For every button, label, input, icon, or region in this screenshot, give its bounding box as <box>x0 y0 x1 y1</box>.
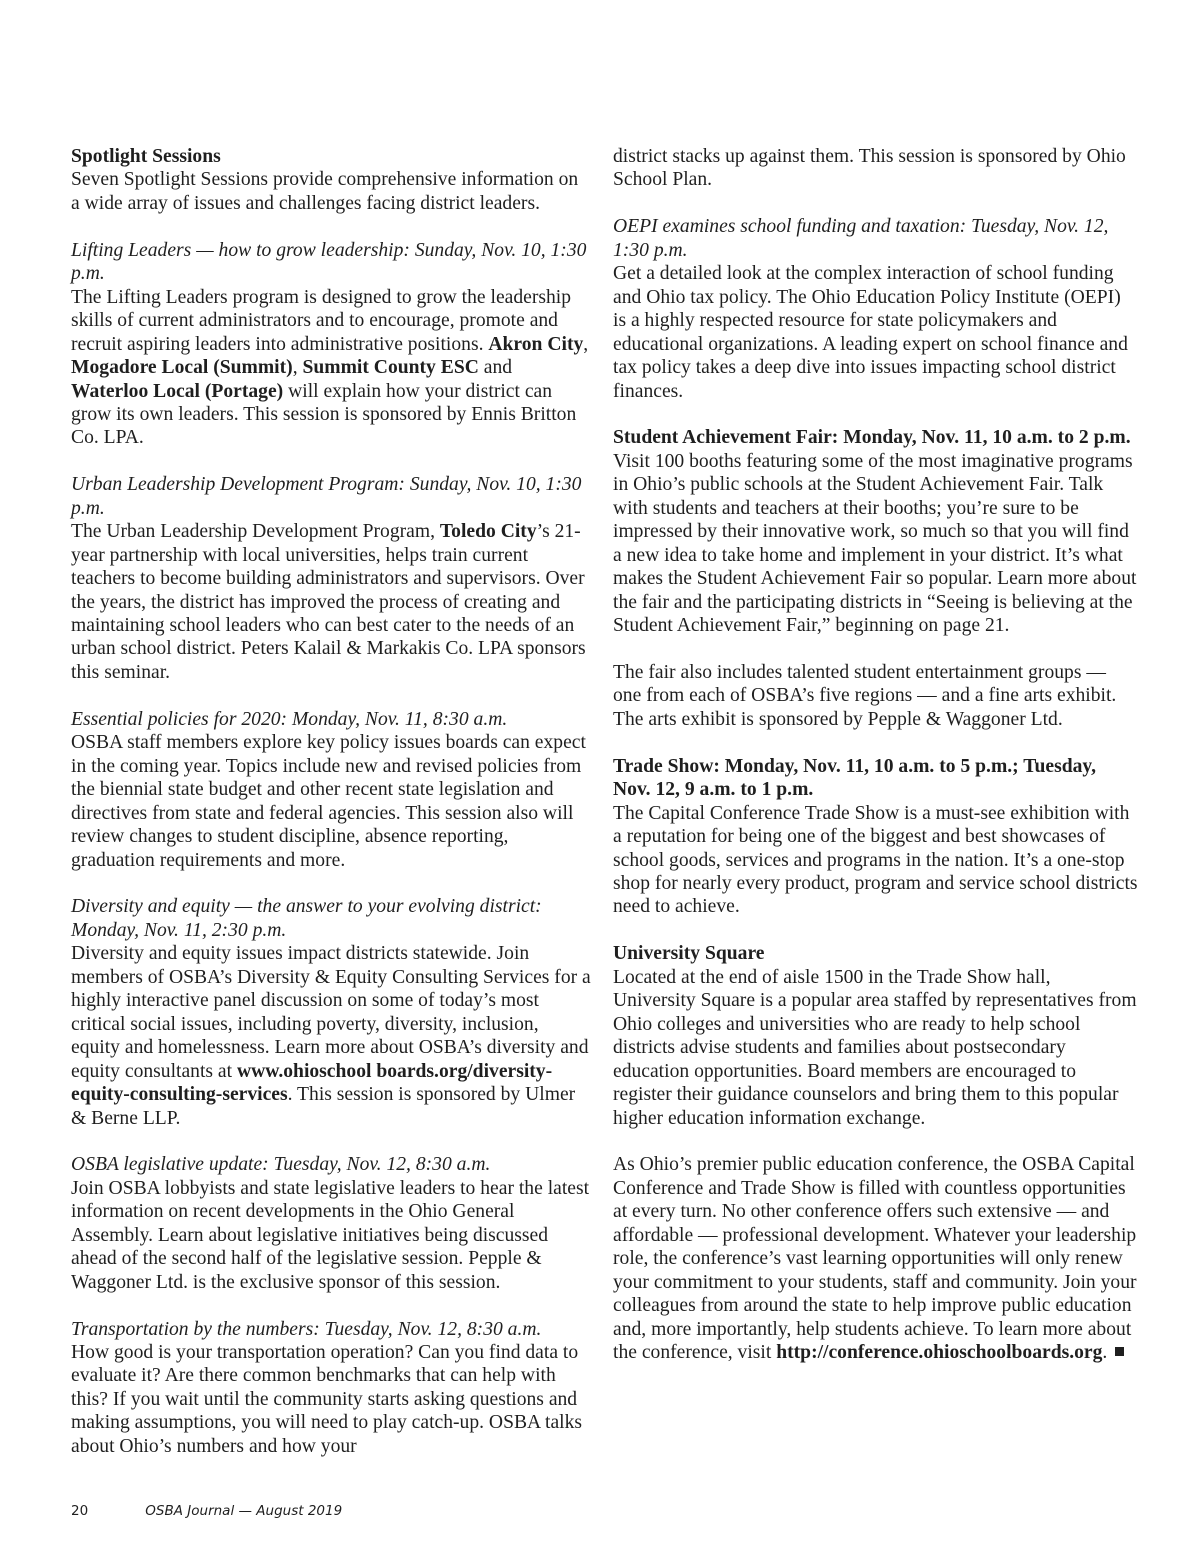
section-body: The fair also includes talented student entertainment groups — one from each of OSBA’s five regions — and a fine arts exhibit. The arts exhibit is sponsored by Pepple & Waggoner Ltd. <box>613 661 1117 730</box>
diversity-link[interactable]: www.ohioschool boards.org/diversity-equity-consulting-services <box>71 1060 553 1106</box>
session-body: The Lifting Leaders program is designed to grow the leadership skills of current administrators and to encourage, promote and recruit aspiring leaders into administrative positions. Akron City, Mogadore Local (Summit), Summit County ESC and Waterloo Local (Portage) will explain how your district can grow its own leaders. This session is sponsored by Ennis Britton Co. LPA. <box>71 286 589 449</box>
session-body: Diversity and equity issues impact districts statewide. Join members of OSBA’s Diversity & Equity Consulting Services for a highly interactive panel discussion on some of today’s most critical social issues, including poverty, diversity, inclusion, equity and homelessness. Learn more about OSBA’s diversity and equity consultants at www.ohioschool boards.org/diversity-equity-consulting-services. This session is sponsored by Ulmer & Berne LLP. <box>71 943 591 1129</box>
page-footer <box>71 1503 342 1519</box>
end-of-article-square-icon <box>1115 1347 1124 1356</box>
student-achievement-fair-extra <box>613 661 1138 731</box>
session-oepi <box>613 215 1138 403</box>
session-title: Transportation by the numbers: Tuesday, Nov. 12, 8:30 a.m. <box>71 1318 542 1340</box>
session-title: Urban Leadership Development Program: Sunday, Nov. 10, 1:30 p.m. <box>71 474 582 519</box>
left-column <box>71 145 591 1482</box>
session-transportation-continued <box>613 145 1138 192</box>
section-heading: University Square <box>613 943 765 965</box>
section-intro: Seven Spotlight Sessions provide comprehensive information on a wide array of issues and challenges facing district leaders. <box>71 169 579 214</box>
section-body: Visit 100 booths featuring some of the most imaginative programs in Ohio’s public schools at the Student Achievement Fair. Talk with students and teachers at their booths; you’re sure to be impressed by their innovative work, so much so that you will find a new idea to take home and implement in your district. It’s what makes the Student Achievement Fair so popular. Learn more about the fair and the participating districts in “Seeing is believing at the Student Achievement Fair,” beginning on page 21. <box>613 450 1137 637</box>
university-square <box>613 942 1138 1130</box>
section-body: The Capital Conference Trade Show is a must-see exhibition with a reputation for being one of the biggest and best showcases of school goods, services and programs in the nation. It’s a one-stop shop for nearly every product, program and service school districts need to achieve. <box>613 802 1138 918</box>
section-body: Located at the end of aisle 1500 in the Trade Show hall, University Square is a popular area staffed by representatives from Ohio colleges and universities who are ready to help school districts advise students and families about postsecondary education opportunities. Board members are encouraged to register their guidance counselors and bring them to this popular higher education information exchange. <box>613 966 1137 1129</box>
session-body: Join OSBA lobbyists and state legislative leaders to hear the latest information on recent developments in the Ohio General Assembly. Learn about legislative initiatives being discussed ahead of the second half of the legislative session. Pepple & Waggoner Ltd. is the exclusive sponsor of this session. <box>71 1177 590 1293</box>
session-title: Essential policies for 2020: Monday, Nov. 11, 8:30 a.m. <box>71 708 508 730</box>
session-body: Get a detailed look at the complex interaction of school funding and Ohio tax policy. The Ohio Education Policy Institute (OEPI) is a highly respected resource for state policymakers and educational organizations. A leading expert on school finance and tax policy takes a deep dive into issues impacting school district finances. <box>613 263 1128 402</box>
session-lifting-leaders <box>71 239 591 450</box>
page-number: 20 <box>71 1503 89 1519</box>
session-title: OEPI examines school funding and taxation: Tuesday, Nov. 12, 1:30 p.m. <box>613 216 1109 261</box>
session-body: OSBA staff members explore key policy issues boards can expect in the coming year. Topics include new and revised policies from the biennial state budget and other recent state legislation and directives from state and federal agencies. This session also will review changes to student discipline, absence reporting, graduation requirements and more. <box>71 732 586 871</box>
session-essential-policies <box>71 708 591 872</box>
closing-paragraph <box>613 1153 1138 1364</box>
session-body: How good is your transportation operation? Can you find data to evaluate it? Are there common benchmarks that can help with this? If you wait until the community starts asking questions and making assumptions, you will need to play catch-up. OSBA talks about Ohio’s numbers and how your <box>71 1342 583 1457</box>
publication-name: OSBA Journal — August 2019 <box>145 1503 343 1519</box>
session-body: The Urban Leadership Development Program, Toledo City’s 21-year partnership with local universities, helps train current teachers to become building administrators and supervisors. Over the years, the district has improved the process of creating and maintaining school leaders who can best cater to the needs of an urban school district. Peters Kalail & Markakis Co. LPA sponsors this seminar. <box>71 521 586 683</box>
session-title: Lifting Leaders — how to grow leadership: Sunday, Nov. 10, 1:30 p.m. <box>71 239 587 285</box>
conference-link[interactable]: http://conference.ohioschoolboards.org <box>776 1342 1103 1364</box>
section-heading: Student Achievement Fair: Monday, Nov. 11, 10 a.m. to 2 p.m. <box>613 427 1131 449</box>
section-heading: Spotlight Sessions <box>71 146 221 167</box>
session-body: district stacks up against them. This session is sponsored by Ohio School Plan. <box>613 146 1126 191</box>
session-title: OSBA legislative update: Tuesday, Nov. 12, 8:30 a.m. <box>71 1154 491 1176</box>
session-diversity-equity <box>71 895 591 1130</box>
session-title: Diversity and equity — the answer to your evolving district: Monday, Nov. 11, 2:30 p.m. <box>71 896 542 941</box>
spotlight-section <box>71 145 591 215</box>
section-heading: Trade Show: Monday, Nov. 11, 10 a.m. to 5 p.m.; Tuesday, Nov. 12, 9 a.m. to 1 p.m. <box>613 755 1097 801</box>
session-urban-leadership <box>71 473 591 684</box>
student-achievement-fair <box>613 426 1138 637</box>
session-legislative-update <box>71 1153 591 1294</box>
section-body: As Ohio’s premier public education conference, the OSBA Capital Conference and Trade Show is filled with countless opportunities at every turn. No other conference offers such extensive — and affordable — professional development. Whatever your leadership role, the conference’s vast learning opportunities will only renew your commitment to your students, staff and community. Join your colleagues from around the state to help improve public education and, more importantly, help students achieve. To learn more about the conference, visit http://conference.ohioschoolboards.org. <box>613 1154 1137 1364</box>
right-column <box>613 145 1138 1388</box>
trade-show <box>613 755 1138 919</box>
session-transportation <box>71 1318 591 1459</box>
